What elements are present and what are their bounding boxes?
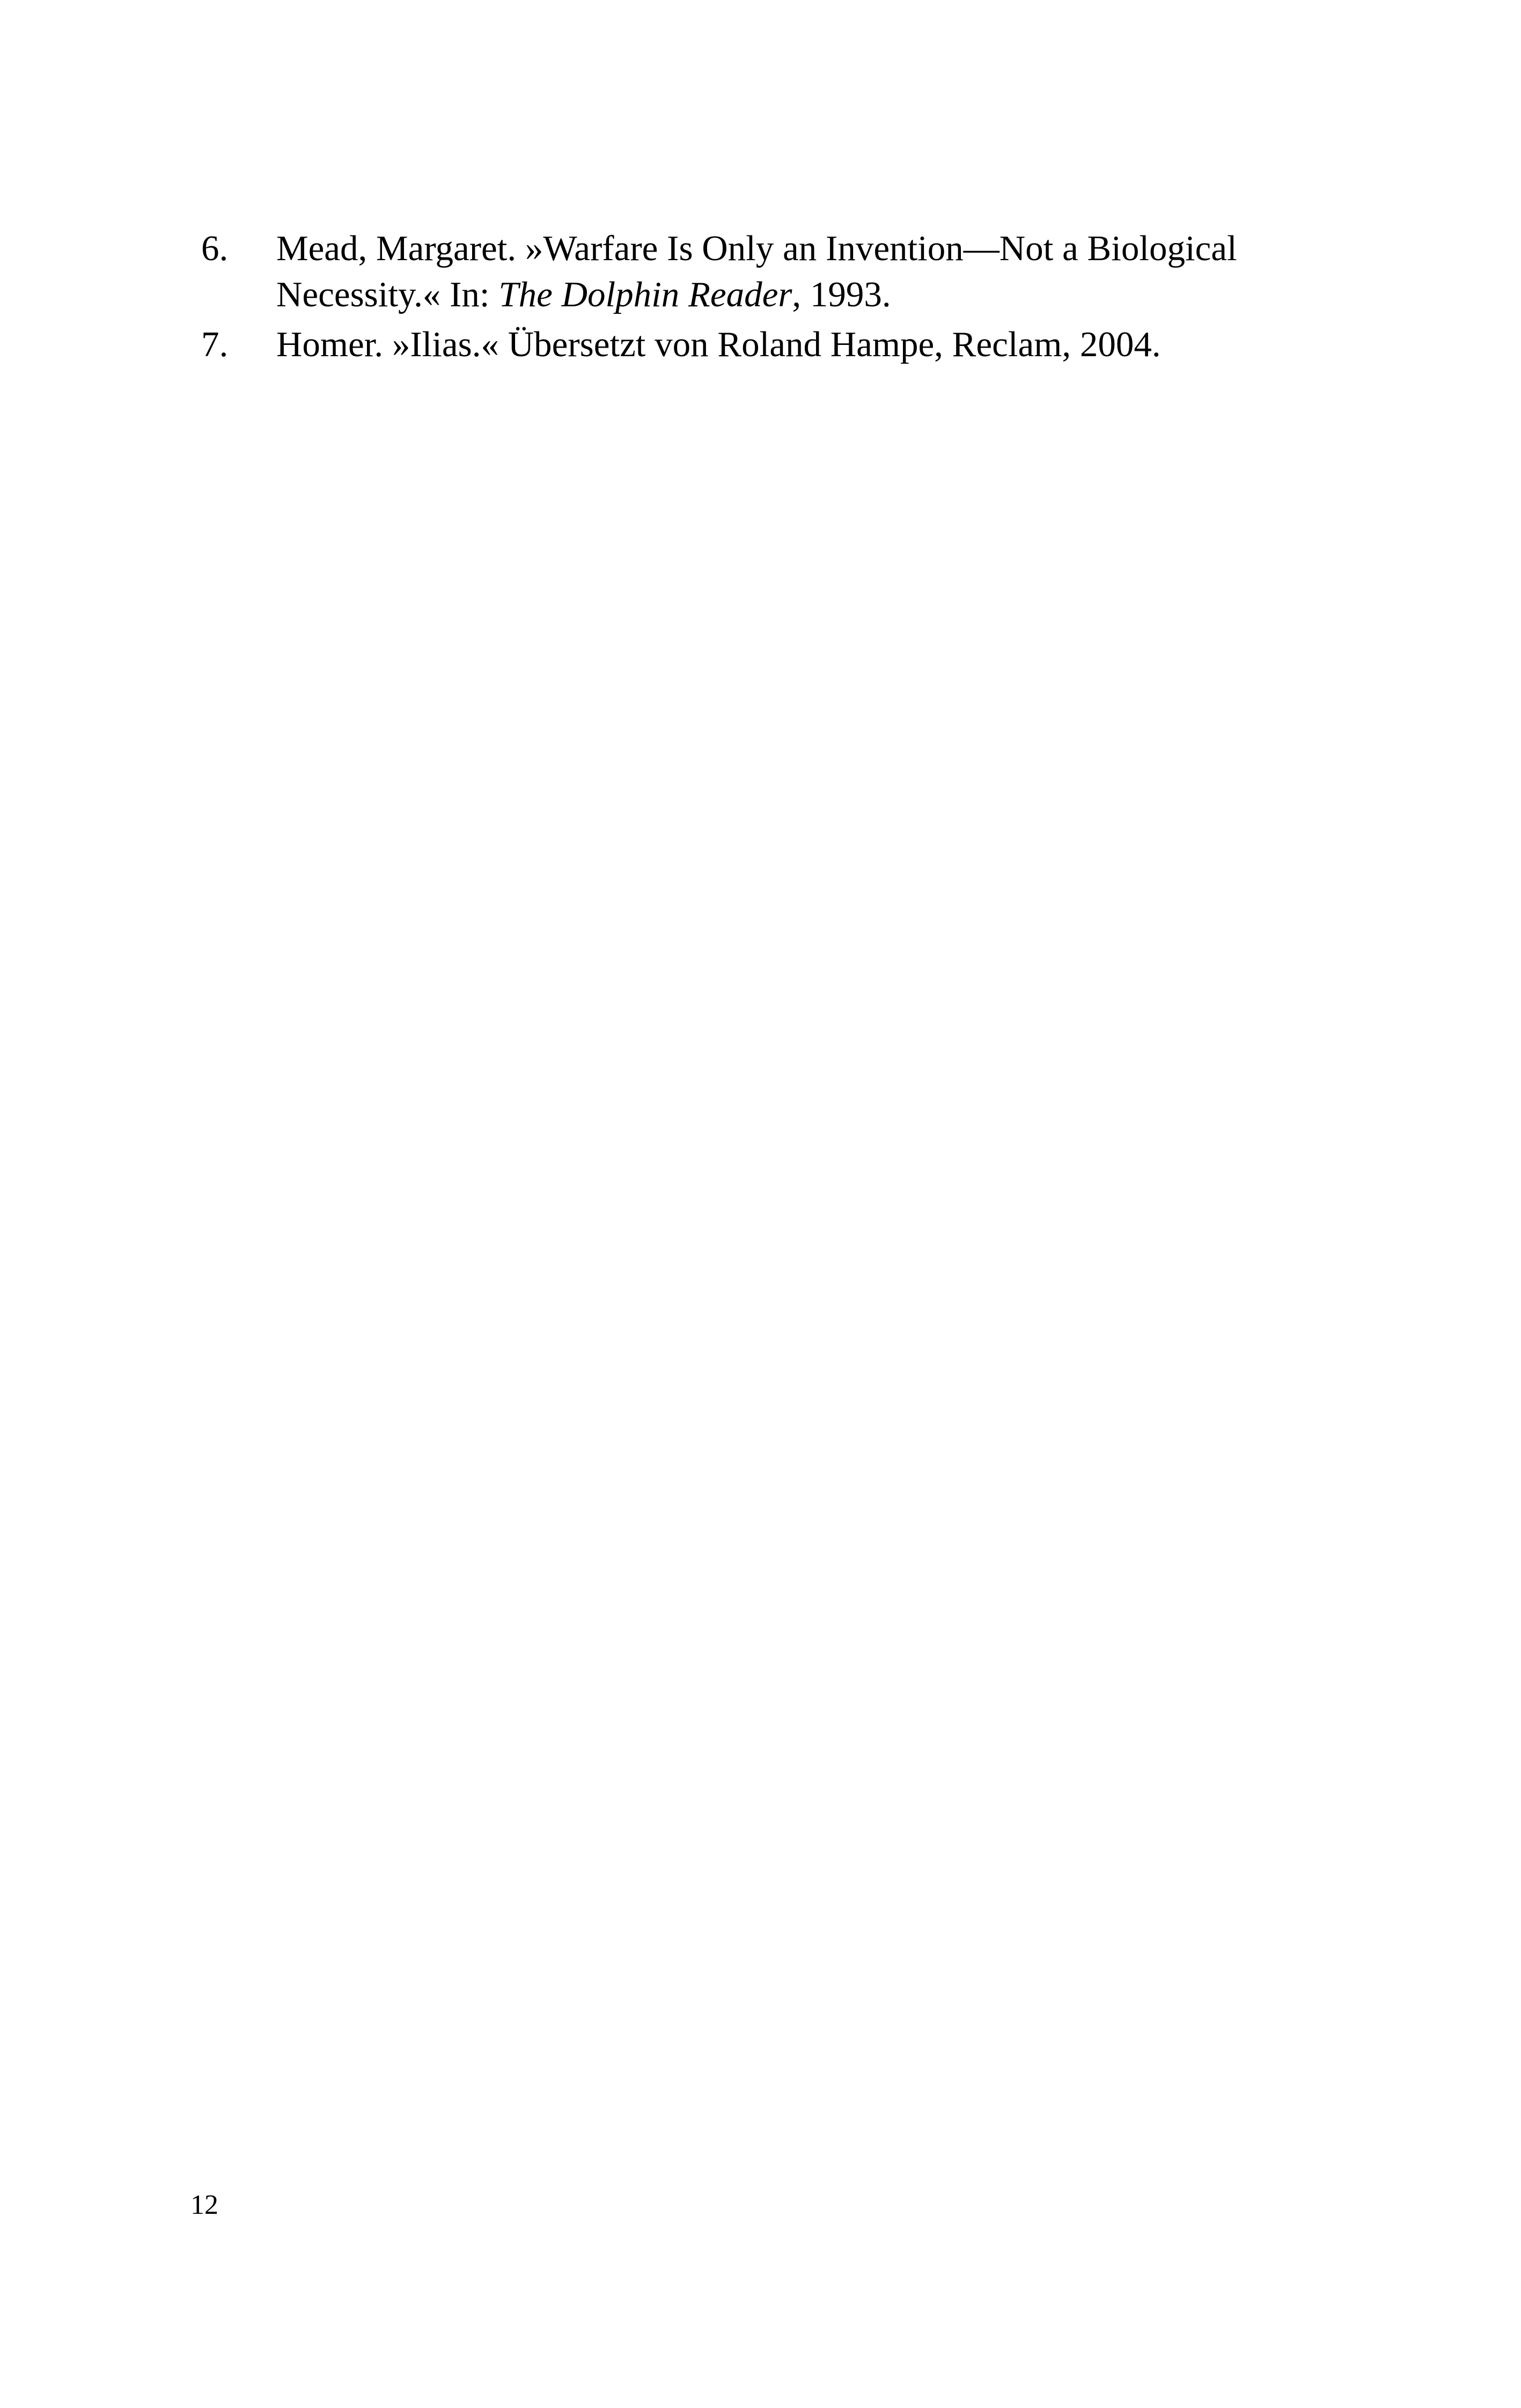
list-item-text <box>276 229 1237 314</box>
reference-title-italic: The Dolphin Reader <box>498 275 792 315</box>
list-item <box>190 321 1317 367</box>
reference-text-segment: Homer. »Ilias.« Übersetzt von Roland Hampe, Reclam, 2004. <box>276 324 1161 364</box>
list-item-marker: 6. <box>201 229 229 268</box>
reference-list <box>190 225 1317 367</box>
page-number: 12 <box>190 2190 218 2220</box>
reference-text-segment-tail: , 1993. <box>792 275 891 315</box>
reference-text-segment: Mead, Margaret. »Warfare Is Only an Invention—Not a Biological Necessity.« In: <box>276 229 1237 315</box>
list-item <box>190 225 1317 318</box>
list-item-marker: 7. <box>201 324 229 364</box>
reference-list-container <box>190 225 1317 371</box>
list-item-text <box>276 325 1161 364</box>
